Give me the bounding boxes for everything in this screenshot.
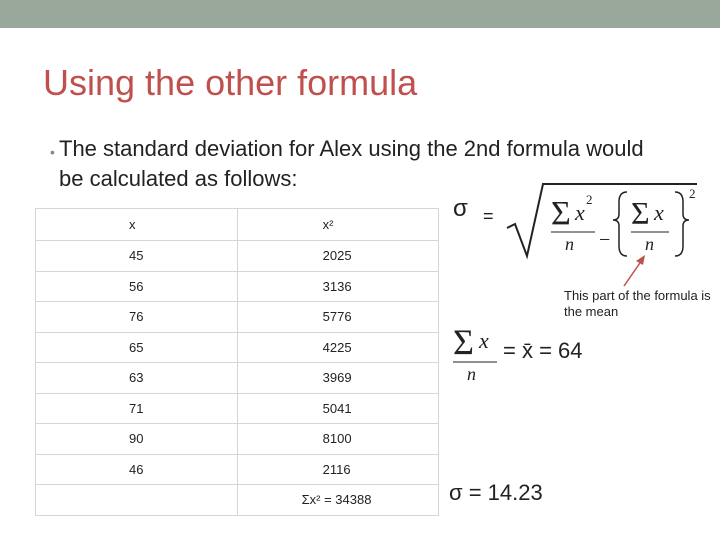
table-cell-x: 45 [36,241,238,272]
formula-x: x [654,200,664,225]
table-cell-empty [36,485,238,516]
table-cell-x-squared: 5776 [237,302,438,333]
table-header-row [36,209,439,241]
formula-sigma: σ [453,195,468,222]
table-cell-x-squared: 5041 [237,393,438,424]
table-total-row [36,485,439,516]
right-brace-icon [675,192,689,256]
table-cell-x: 65 [36,332,238,363]
table-row [36,363,439,394]
table-cell-x-squared: 3969 [237,363,438,394]
table-cell-x: 46 [36,454,238,485]
formula-sum-icon: Σ [551,195,571,232]
top-bar [0,0,720,28]
table-cell-x-squared: 3136 [237,271,438,302]
table-row [36,271,439,302]
table-header-x-squared: x² [237,209,438,241]
bullet-text: The standard deviation for Alex using the 2nd formula would be calculated as follows: [59,136,644,191]
table-cell-x: 76 [36,302,238,333]
table-header-x: x [36,209,238,241]
table-cell-x: 90 [36,424,238,455]
formula-n: n [645,234,654,254]
table-cell-x-squared: 2025 [237,241,438,272]
formula-x: x [479,328,489,353]
formula-sum-icon: Σ [631,195,650,231]
table-cell-x: 56 [36,271,238,302]
arrow-icon [620,252,650,288]
table-row [36,241,439,272]
table-cell-x-squared: 8100 [237,424,438,455]
formula-n: n [467,364,476,384]
formula-x: x [575,200,585,225]
std-dev-formula [447,180,707,260]
table-row [36,332,439,363]
formula-minus: − [599,229,611,251]
formula-equals: = [483,206,494,226]
table-cell-x-squared: 2116 [237,454,438,485]
formula-sum-icon: Σ [453,322,474,362]
formula-n: n [565,234,574,254]
data-table [35,208,439,516]
table-row [36,454,439,485]
table-row [36,302,439,333]
table-cell-x-squared: 4225 [237,332,438,363]
table-row [36,424,439,455]
mean-formula [447,312,617,384]
bullet-icon: • [50,144,55,160]
table-cell-x: 63 [36,363,238,394]
left-brace-icon [613,192,627,256]
std-dev-result: σ = 14.23 [449,480,543,505]
table-total-cell: Σx² = 34388 [237,485,438,516]
formula-exponent: 2 [586,192,593,207]
formula-outer-exponent: 2 [689,186,696,201]
table-row [36,393,439,424]
mean-result: = x̄ = 64 [503,338,583,363]
mean-annotation: This part of the formula is the mean [564,288,711,319]
table-cell-x: 71 [36,393,238,424]
slide-title: Using the other formula [43,62,418,103]
